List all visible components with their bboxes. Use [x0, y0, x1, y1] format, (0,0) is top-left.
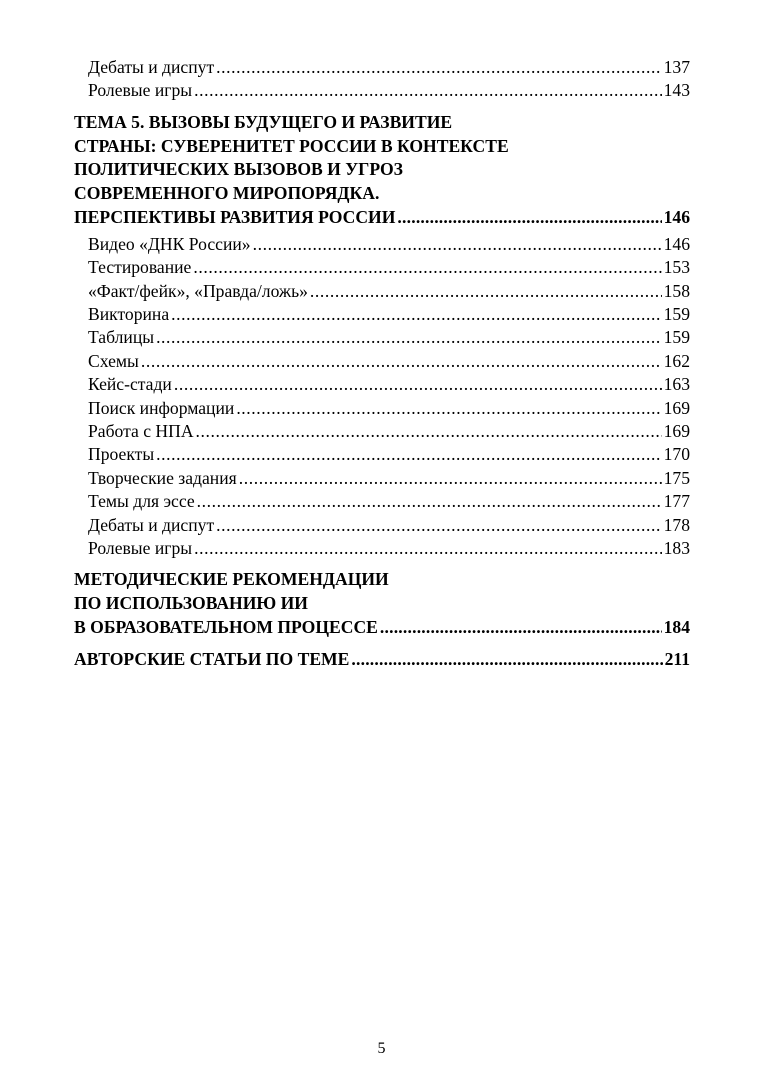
- toc-leader-dots: [216, 514, 661, 537]
- toc-item-page: 146: [663, 233, 690, 254]
- toc-item: [74, 443, 690, 466]
- toc-leader-dots: [174, 373, 662, 396]
- heading-page: 211: [664, 648, 690, 669]
- toc-item: [74, 537, 690, 560]
- heading-last-line: [74, 616, 690, 640]
- toc-leader-dots: [310, 280, 662, 303]
- toc-leader-dots: [141, 350, 662, 373]
- heading-page: 146: [663, 207, 690, 227]
- toc-item: [74, 514, 690, 537]
- toc-leader-dots: [156, 443, 661, 466]
- toc-leader-dots: [156, 326, 662, 349]
- toc-heading-articles: [74, 648, 690, 672]
- toc-item-title: Ролевые игры: [88, 80, 193, 101]
- toc-item: [74, 397, 690, 420]
- toc-item-title: Видео «ДНК России»: [88, 233, 251, 254]
- toc-item: [74, 490, 690, 513]
- toc-item: [74, 373, 690, 396]
- toc-item-page: 175: [663, 467, 690, 488]
- toc-leader-dots: [380, 616, 662, 640]
- heading-line: СТРАНЫ: СУВЕРЕНИТЕТ РОССИИ В КОНТЕКСТЕ: [74, 135, 509, 156]
- toc-item-title: Работа с НПА: [88, 421, 194, 442]
- toc-item: [74, 280, 690, 303]
- toc-item-title: Творческие задания: [88, 467, 237, 488]
- heading-line: ПОЛИТИЧЕСКИХ ВЫЗОВОВ И УГРОЗ: [74, 159, 403, 180]
- toc-item-page: 158: [663, 280, 690, 301]
- toc-item-title: Дебаты и диспут: [88, 57, 215, 77]
- toc-item-title: Поиск информации: [88, 397, 235, 418]
- toc-item-page: 137: [663, 57, 690, 77]
- toc-item: [74, 303, 690, 326]
- toc-item: [74, 420, 690, 443]
- toc-item-title: Тестирование: [88, 257, 192, 278]
- toc-leader-dots: [351, 648, 662, 672]
- toc-item-page: 178: [663, 514, 690, 535]
- toc-item: [74, 350, 690, 373]
- heading-last-line-text: АВТОРСКИЕ СТАТЬИ ПО ТЕМЕ: [74, 648, 350, 669]
- page-number: 5: [377, 1040, 386, 1057]
- toc-item-title: Темы для эссе: [88, 491, 195, 512]
- toc-heading-theme5: [74, 111, 690, 230]
- toc-item-page: 169: [663, 397, 690, 418]
- toc-leader-dots: [194, 537, 662, 560]
- toc-item-page: 170: [663, 444, 690, 465]
- toc-leader-dots: [196, 420, 662, 443]
- toc-leader-dots: [197, 490, 662, 513]
- heading-last-line-text: ПЕРСПЕКТИВЫ РАЗВИТИЯ РОССИИ: [74, 207, 396, 227]
- heading-last-line-text: В ОБРАЗОВАТЕЛЬНОМ ПРОЦЕССЕ: [74, 617, 378, 638]
- toc-item-title: Схемы: [88, 350, 139, 371]
- toc-item-page: 183: [663, 538, 690, 559]
- toc-item-title: Викторина: [88, 304, 170, 325]
- toc-leader-dots: [216, 56, 661, 79]
- toc-item-title: Таблицы: [88, 327, 155, 348]
- toc-leader-dots: [194, 79, 662, 102]
- toc-item-debates-1: [74, 56, 690, 79]
- toc-item-page: 169: [663, 421, 690, 442]
- toc-leader-dots: [253, 233, 662, 256]
- toc-item: [74, 233, 690, 256]
- toc-item-page: 159: [663, 304, 690, 325]
- toc-item-page: 159: [663, 327, 690, 348]
- toc-item-page: 143: [663, 80, 690, 101]
- heading-line: МЕТОДИЧЕСКИЕ РЕКОМЕНДАЦИИ: [74, 569, 389, 590]
- toc-leader-dots: [236, 397, 661, 420]
- table-of-contents: [74, 56, 690, 675]
- toc-item-title: Дебаты и диспут: [88, 514, 215, 535]
- toc-item-page: 153: [663, 257, 690, 278]
- toc-leader-dots: [171, 303, 661, 326]
- toc-leader-dots: [239, 467, 662, 490]
- heading-line: СОВРЕМЕННОГО МИРОПОРЯДКА.: [74, 183, 380, 204]
- toc-item: [74, 326, 690, 349]
- toc-heading-methods: [74, 568, 690, 639]
- toc-item-title: Кейс-стади: [88, 374, 172, 395]
- toc-item-page: 162: [663, 350, 690, 371]
- toc-item-page: 177: [663, 491, 690, 512]
- heading-page: 184: [663, 617, 690, 638]
- heading-last-line: [74, 206, 690, 230]
- heading-last-line: [74, 648, 690, 672]
- toc-item-title: Ролевые игры: [88, 538, 193, 559]
- heading-line: ПО ИСПОЛЬЗОВАНИЮ ИИ: [74, 593, 308, 614]
- toc-item: [74, 256, 690, 279]
- toc-item: [74, 467, 690, 490]
- toc-leader-dots: [397, 206, 661, 230]
- toc-item-title: «Факт/фейк», «Правда/ложь»: [88, 280, 308, 301]
- toc-item-roleplay-1: [74, 79, 690, 102]
- heading-line: ТЕМА 5. ВЫЗОВЫ БУДУЩЕГО И РАЗВИТИЕ: [74, 111, 453, 132]
- toc-item-page: 163: [663, 374, 690, 395]
- toc-leader-dots: [193, 256, 661, 279]
- toc-item-title: Проекты: [88, 444, 155, 465]
